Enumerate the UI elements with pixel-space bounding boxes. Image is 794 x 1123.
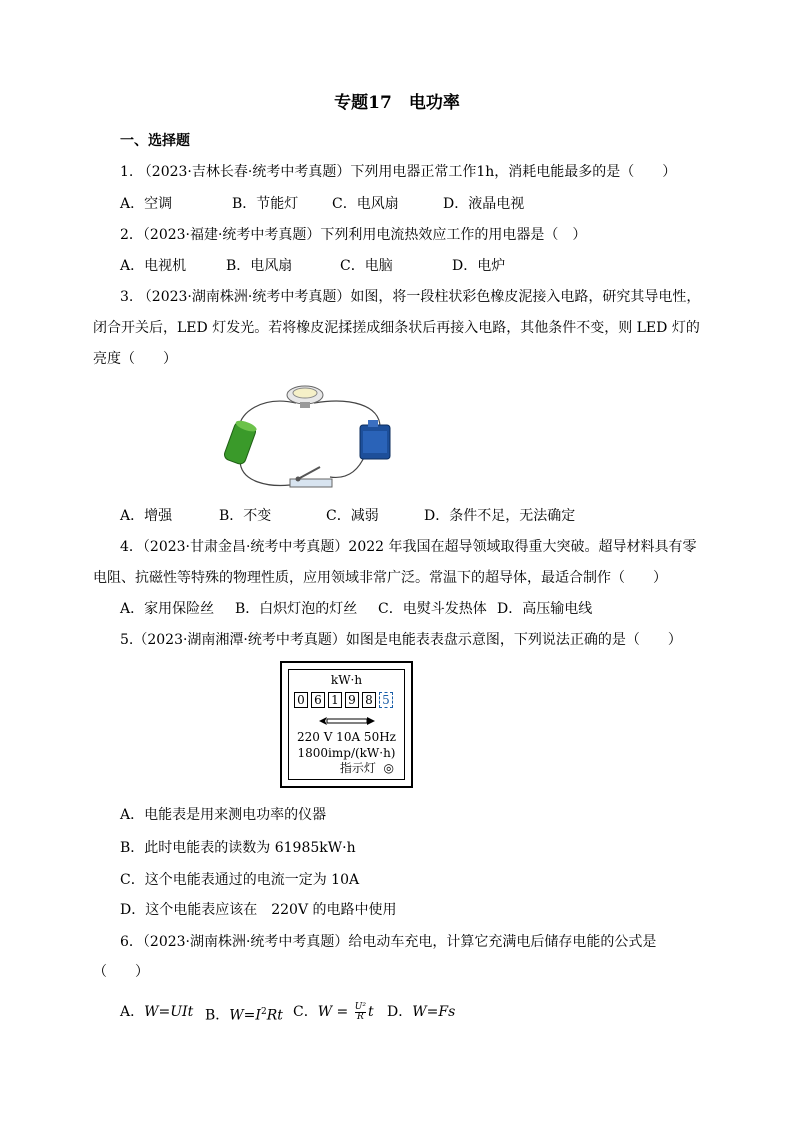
q6-option-b-formula-post: Rt [266, 1007, 283, 1024]
question-4-stem-line-2: 电阻、抗磁性等特殊的物理性质，应用领域非常广泛。常温下的超导体，最适合制作（ ） [93, 570, 667, 586]
plasticine-cylinder-icon [223, 419, 258, 466]
question-3-stem-line-3: 亮度（ ） [93, 351, 177, 367]
q6-option-b-superscript: 2 [260, 1007, 267, 1017]
q4-option-a: A．家用保险丝 [120, 601, 215, 617]
question-2-stem: 2．（2023·福建·统考中考真题）下列利用电流热效应工作的用电器是（ ） [120, 227, 587, 243]
q6-option-c-label: C． [293, 1004, 318, 1020]
meter-spec-voltage: 220 V 10A 50Hz [296, 730, 396, 744]
q1-option-b: B．节能灯 [232, 196, 299, 212]
q6-option-d-label: D． [387, 1004, 413, 1020]
q3-option-a: A．增强 [120, 508, 173, 524]
q6-option-a-label: A． [120, 1004, 145, 1020]
meter-spec-imp: 1800imp/(kW·h) [297, 746, 396, 760]
q6-option-a-formula: W=UIt [144, 1004, 194, 1020]
q5-option-b: B．此时电能表的读数为 61985kW·h [120, 840, 356, 856]
electricity-meter [280, 661, 413, 788]
q6-option-c-numerator: U² [354, 1001, 366, 1012]
q3-option-c: C．减弱 [326, 508, 379, 524]
indicator-label: 指示灯 [339, 761, 376, 775]
led-lamp-icon [287, 386, 323, 408]
meter-digit: 1 [328, 692, 342, 708]
meter-unit: kW·h [330, 673, 363, 687]
q2-option-b: B．电风扇 [226, 258, 293, 274]
switch-icon [290, 467, 332, 487]
section-heading: 一、选择题 [120, 133, 190, 149]
q1-option-c: C．电风扇 [332, 196, 399, 212]
q6-option-c-t: t [367, 1004, 374, 1020]
meter-digit: 6 [311, 692, 325, 708]
question-4-stem-line-1: 4．（2023·甘肃金昌·统考中考真题）2022 年我国在超导领域取得重大突破。超导材料具有零 [120, 539, 697, 555]
question-3-stem-line-2: 闭合开关后，LED 灯发光。若将橡皮泥揉搓成细条状后再接入电路，其他条件不变，则 LED 灯的 [93, 320, 700, 336]
question-6-stem-line-2: （ ） [93, 964, 149, 980]
q1-option-d: D．液晶电视 [443, 196, 525, 212]
meter-digit: 8 [362, 692, 376, 708]
meter-digit: 9 [345, 692, 359, 708]
q3-option-d: D．条件不足，无法确定 [424, 508, 576, 524]
q3-option-b: B．不变 [219, 508, 272, 524]
q6-option-d [387, 1002, 455, 1022]
q6-option-a [120, 1002, 193, 1022]
q6-option-c-fraction [355, 1003, 366, 1022]
q6-option-c-denominator: R [356, 1011, 364, 1022]
question-6-stem-line-1: 6．（2023·湖南株洲·统考中考真题）给电动车充电，计算它充满电后储存电能的公式是 [120, 934, 657, 950]
q4-option-b: B．白炽灯泡的灯丝 [235, 601, 358, 617]
q4-option-d: D．高压输电线 [497, 601, 593, 617]
q6-option-b-label: B． [205, 1007, 230, 1024]
circuit-diagram [220, 375, 420, 500]
q2-option-a: A．电视机 [120, 258, 187, 274]
q6-option-b [205, 1002, 283, 1026]
q1-option-a: A．空调 [120, 196, 173, 212]
q6-option-c-lhs: W = [317, 1004, 349, 1020]
indicator-light-icon: ◎ [383, 761, 394, 775]
question-3-stem-line-1: 3. （2023·湖南株洲·统考中考真题）如图，将一段柱状彩色橡皮泥接入电路，研究其导电性， [120, 289, 701, 305]
page-title: 专题17 电功率 [334, 93, 460, 113]
meter-digits [294, 692, 393, 708]
q6-option-c [293, 1002, 374, 1022]
q6-option-d-formula: W=Fs [412, 1004, 456, 1020]
question-5-stem: 5.（2023·湖南湘潭·统考中考真题）如图是电能表表盘示意图，下列说法正确的是（ ） [120, 632, 682, 648]
meter-indicator [340, 761, 394, 775]
meter-decimal-digit: 5 [379, 692, 393, 708]
question-1-stem: 1. （2023·吉林长春·统考中考真题）下列用电器正常工作1h，消耗电能最多的是（ ） [120, 164, 677, 180]
meter-digit: 0 [294, 692, 308, 708]
q6-option-b-formula-pre: W=I [229, 1007, 261, 1024]
q5-option-c: C．这个电能表通过的电流一定为 10A [120, 872, 360, 888]
q2-option-c: C．电脑 [340, 258, 393, 274]
q2-option-d: D．电炉 [452, 258, 506, 274]
q5-option-a: A．电能表是用来测电功率的仪器 [120, 807, 327, 823]
arrow-icon [319, 716, 379, 726]
battery-icon [360, 420, 390, 459]
q4-option-c: C．电熨斗发热体 [378, 601, 487, 617]
q5-option-d: D．这个电能表应该在 220V 的电路中使用 [120, 902, 397, 918]
